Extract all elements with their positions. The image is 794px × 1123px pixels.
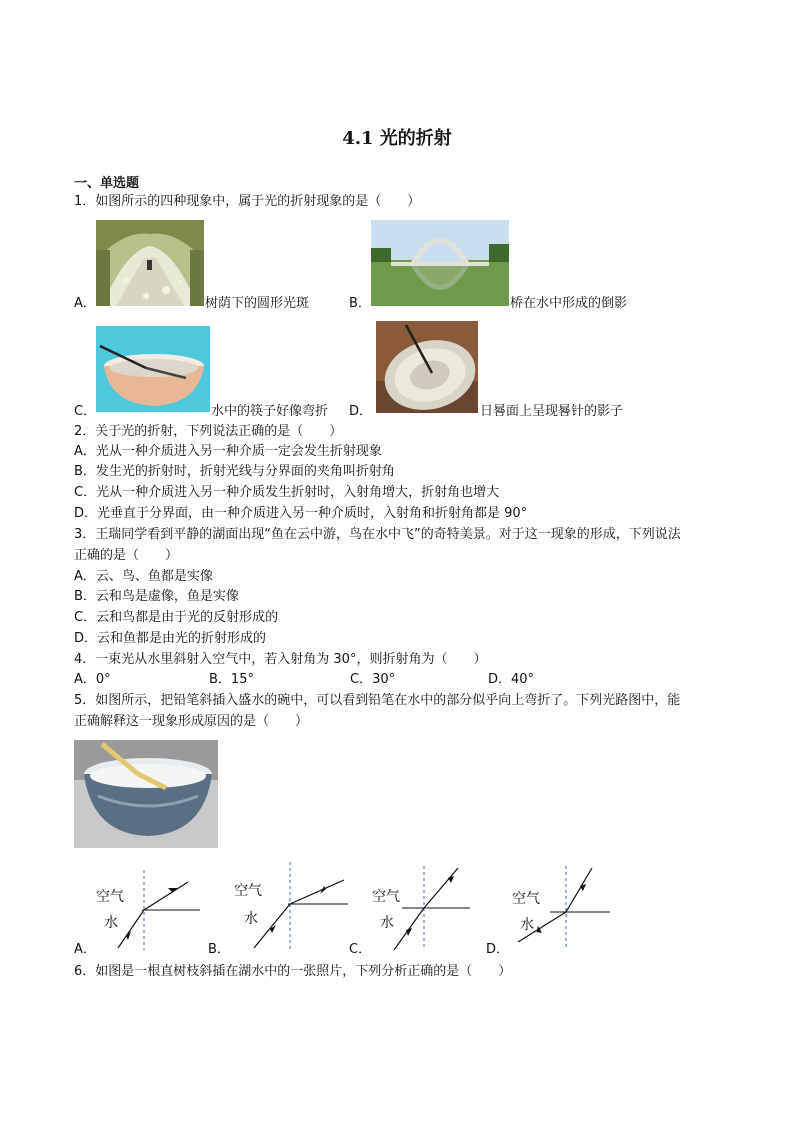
q2-option-a: A．光从一种介质进入另一种介质一定会发生折射现象: [74, 444, 382, 459]
q5-a-water-label: 水: [104, 915, 118, 931]
q4-option-b: B．15°: [209, 672, 254, 687]
q5-d-air-label: 空气: [512, 891, 540, 907]
q2-option-d: D．光垂直于分界面，由一种介质进入另一种介质时，入射角和折射角都是 90°: [74, 506, 528, 521]
q6-stem: 6．如图是一根直树枝斜插在湖水中的一张照片，下列分析正确的是（ ）: [74, 964, 512, 979]
q5-stem-line1: 5．如图所示，把铅笔斜插入盛水的碗中，可以看到铅笔在水中的部分似乎向上弯折了。下列光路图中，能: [74, 693, 681, 708]
q1-stem: 1．如图所示的四种现象中，属于光的折射现象的是（ ）: [74, 194, 421, 209]
chopstick-bowl-photo: [96, 326, 210, 412]
q1-option-a-caption: 树荫下的圆形光斑: [205, 296, 310, 311]
q2-option-c: C．光从一种介质进入另一种介质发生折射时，入射角增大，折射角也增大: [74, 485, 500, 500]
q5-b-air-label: 空气: [234, 883, 262, 899]
q5-diagram-d: [510, 866, 612, 952]
q1-option-c-caption: 水中的筷子好像弯折: [211, 404, 329, 419]
q1-option-d-label: D．: [349, 404, 373, 419]
q5-d-water-label: 水: [520, 917, 534, 933]
q5-diagram-c: [372, 866, 472, 952]
q3-stem-line2: 正确的是（ ）: [74, 548, 179, 563]
q5-c-water-label: 水: [380, 915, 394, 931]
q3-option-b: B．云和鸟是虚像，鱼是实像: [74, 589, 239, 604]
q4-option-a: A．0°: [74, 672, 111, 687]
q1-option-d-caption: 日晷面上呈现晷针的影子: [480, 404, 624, 419]
q1-option-b-caption: 桥在水中形成的倒影: [510, 296, 628, 311]
q2-stem: 2．关于光的折射，下列说法正确的是（ ）: [74, 424, 343, 439]
q5-stem-line2: 正确解释这一现象形成原因的是（ ）: [74, 714, 309, 729]
q5-option-c-label: C．: [349, 942, 372, 957]
q4-option-c: C．30°: [350, 672, 396, 687]
section-heading: 一、单选题: [74, 176, 140, 191]
q1-option-b-label: B．: [349, 296, 371, 311]
q4-option-d: D．40°: [488, 672, 535, 687]
q4-options-row: [74, 670, 714, 690]
q5-c-air-label: 空气: [372, 889, 400, 905]
q2-option-b: B．发生光的折射时，折射光线与分界面的夹角叫折射角: [74, 464, 395, 479]
q1-option-c-label: C．: [74, 404, 97, 419]
q5-diagram-b: [232, 862, 348, 952]
sundial-photo: [376, 321, 478, 413]
q3-option-d: D．云和鱼都是由光的折射形成的: [74, 631, 267, 646]
q3-stem-line1: 3．王瑞同学看到平静的湖面出现“鱼在云中游，鸟在水中飞”的奇特美景。对于这一现象的形成，下列说法: [74, 527, 681, 542]
q5-option-d-label: D．: [486, 942, 510, 957]
q5-a-air-label: 空气: [96, 889, 124, 905]
q4-stem: 4．一束光从水里斜射入空气中，若入射角为 30°，则折射角为（ ）: [74, 652, 487, 667]
q5-option-b-label: B．: [208, 942, 230, 957]
q1-option-a-label: A．: [74, 296, 96, 311]
q5-option-a-label: A．: [74, 942, 96, 957]
page-title: 4.1 光的折射: [342, 128, 452, 149]
q5-diagram-a: [92, 870, 202, 952]
tree-shade-photo: [96, 220, 204, 306]
q5-b-water-label: 水: [244, 911, 258, 927]
pencil-bowl-photo: [74, 740, 218, 848]
bridge-reflection-photo: [371, 220, 509, 306]
q3-option-c: C．云和鸟都是由于光的反射形成的: [74, 610, 279, 625]
q3-option-a: A．云、鸟、鱼都是实像: [74, 569, 213, 584]
